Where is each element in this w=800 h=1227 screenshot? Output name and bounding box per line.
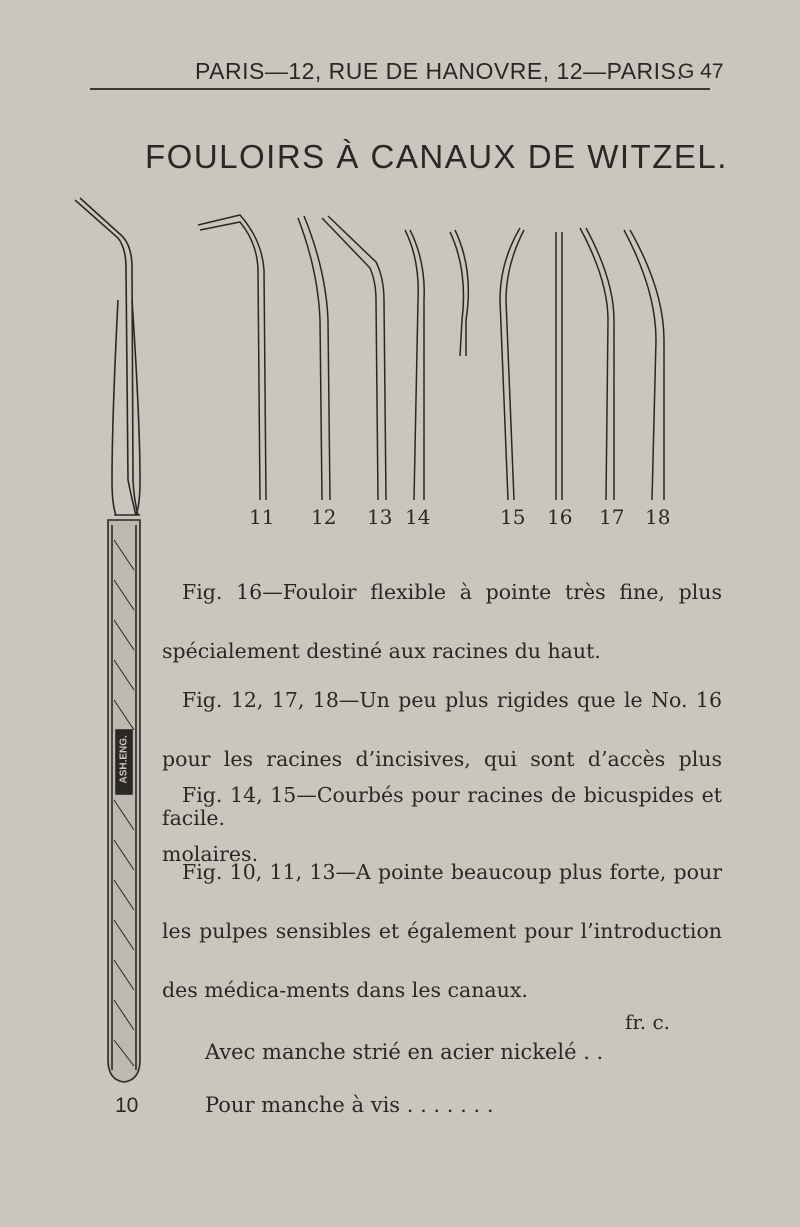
main-instrument-number: 10	[115, 1094, 139, 1117]
currency-header: fr. c.	[625, 1010, 671, 1034]
price-line-screw-handle: Pour manche à vis . . . . . . .	[205, 1093, 494, 1117]
engraver-mark: ASH.ENG.	[118, 735, 130, 784]
paragraph-fig10-11-13: Fig. 10, 11, 13—A pointe beaucoup plus forte, pour les pulpes sensibles et également pour l’introduction des médica-ments dans les canaux.	[162, 860, 722, 1002]
tip-label-18: 18	[645, 505, 671, 529]
tip-label-14: 14	[405, 505, 431, 529]
running-header: PARIS—12, RUE DE HANOVRE, 12—PARIS.	[195, 58, 684, 84]
tip-label-12: 12	[311, 505, 337, 529]
main-instrument-10	[75, 198, 140, 1082]
tip-label-17: 17	[599, 505, 625, 529]
page-title: FOULOIRS À CANAUX DE WITZEL.	[145, 138, 728, 175]
header-rule	[90, 88, 710, 90]
tip-instruments	[198, 215, 664, 500]
paragraph-fig14-15: Fig. 14, 15—Courbés pour racines de bicuspides et molaires.	[162, 783, 722, 866]
tip-label-16: 16	[547, 505, 573, 529]
tip-label-13: 13	[367, 505, 393, 529]
tip-label-11: 11	[249, 505, 275, 529]
page-number: G 47	[678, 60, 724, 83]
paragraph-fig12-17-18: Fig. 12, 17, 18—Un peu plus rigides que le No. 16 pour les racines d’incisives, qui sont d’accès plus facile.	[162, 688, 722, 830]
price-line-striated-handle: Avec manche strié en acier nickelé . .	[205, 1040, 604, 1064]
paragraph-fig16: Fig. 16—Fouloir flexible à pointe très fine, plus spécialement destiné aux racines du haut.	[162, 580, 722, 663]
tip-label-15: 15	[500, 505, 526, 529]
